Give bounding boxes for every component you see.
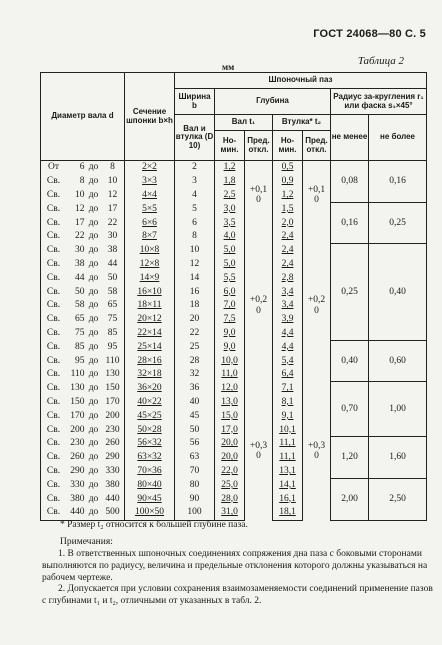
cell-hub-nom: 6,4 (273, 368, 303, 382)
diam-prefix: Св. (46, 245, 61, 256)
diam-to-word: до (88, 465, 99, 476)
diam-from: 440 (70, 507, 85, 518)
cell-radius-min: 0,25 (331, 244, 369, 341)
diam-from: 230 (70, 438, 85, 449)
header-section: Сечение шпонки b×h (125, 73, 175, 161)
cell-width: 90 (175, 492, 215, 506)
cell-section: 56×32 (125, 437, 175, 451)
cell-diameter (41, 271, 125, 285)
header-depth: Глубина (215, 89, 331, 115)
cell-section: 36×20 (125, 382, 175, 396)
cell-width: 70 (175, 465, 215, 479)
diam-prefix: Св. (46, 314, 61, 325)
cell-width: 25 (175, 340, 215, 354)
diam-from: 30 (75, 245, 85, 256)
cell-section: 63×32 (125, 451, 175, 465)
cell-shaft-nom: 22,0 (215, 465, 245, 479)
diam-to: 50 (107, 272, 118, 283)
cell-shaft-nom: 7,0 (215, 299, 245, 313)
cell-diameter (41, 285, 125, 299)
diam-to: 170 (105, 396, 120, 407)
cell-diameter (41, 423, 125, 437)
diam-from: 75 (75, 327, 85, 338)
cell-radius-max: 1,60 (369, 437, 427, 478)
cell-width: 63 (175, 451, 215, 465)
table-row (41, 161, 427, 175)
cell-diameter (41, 313, 125, 327)
header-hub-dev: Пред. откл. (303, 131, 331, 161)
cell-shaft-nom: 9,0 (215, 340, 245, 354)
diam-from: 110 (70, 369, 85, 380)
diam-from: 380 (70, 493, 85, 504)
cell-shaft-nom: 12,0 (215, 382, 245, 396)
cell-diameter (41, 216, 125, 230)
diam-from: 130 (70, 383, 85, 394)
diam-to: 38 (107, 245, 118, 256)
diam-to-word: до (88, 507, 99, 518)
diam-to: 12 (107, 189, 118, 200)
diam-prefix: Св. (46, 383, 61, 394)
cell-shaft-nom: 20,0 (215, 451, 245, 465)
header-hub: Втулка* t₂ (273, 115, 331, 131)
cell-section: 70×36 (125, 465, 175, 479)
footnote: * Размер t₂ относится к большей глубине паза. (60, 520, 248, 530)
diam-prefix: Св. (46, 424, 61, 435)
diam-to: 8 (110, 162, 115, 173)
cell-diameter (41, 478, 125, 492)
diam-to-word: до (88, 286, 99, 297)
cell-hub-nom: 5,4 (273, 354, 303, 368)
cell-width: 18 (175, 299, 215, 313)
cell-shaft-nom: 3,0 (215, 202, 245, 216)
cell-hub-nom: 3,4 (273, 285, 303, 299)
diam-prefix: Св. (46, 286, 61, 297)
diam-from: 12 (75, 203, 85, 214)
cell-shaft-nom: 6,0 (215, 285, 245, 299)
diam-to-word: до (88, 272, 99, 283)
diam-from: 38 (75, 258, 85, 269)
diam-to: 130 (105, 369, 120, 380)
diam-prefix: Св. (46, 217, 61, 228)
diam-prefix: Св. (46, 493, 61, 504)
diam-from: 65 (75, 314, 85, 325)
diam-to: 110 (105, 355, 120, 366)
cell-diameter (41, 299, 125, 313)
cell-shaft-nom: 25,0 (215, 478, 245, 492)
keyway-table (40, 72, 427, 521)
table-row (41, 437, 427, 451)
diam-prefix: Св. (46, 176, 61, 187)
diam-to-word: до (88, 410, 99, 421)
diam-to-word: до (88, 479, 99, 490)
header-diameter: Диаметр вала d (41, 73, 125, 161)
cell-section: 8×7 (125, 230, 175, 244)
cell-hub-nom: 14,1 (273, 478, 303, 492)
cell-shaft-dev: +0,1 0 (245, 161, 273, 230)
cell-shaft-nom: 31,0 (215, 506, 245, 520)
diam-prefix: Св. (46, 507, 61, 518)
header-min: не менее (331, 115, 369, 161)
cell-width: 2 (175, 161, 215, 175)
diam-prefix: Св. (46, 369, 61, 380)
cell-radius-max: 0,16 (369, 161, 427, 203)
cell-section: 10×8 (125, 244, 175, 258)
diam-from: 290 (70, 465, 85, 476)
diam-to: 150 (105, 383, 120, 394)
cell-diameter (41, 230, 125, 244)
diam-from: 260 (70, 452, 85, 463)
header-width: Ширина b (175, 89, 215, 115)
table-row (41, 478, 427, 492)
cell-shaft-nom: 4,0 (215, 230, 245, 244)
cell-radius-max: 0,60 (369, 340, 427, 381)
diam-to: 380 (105, 479, 120, 490)
cell-shaft-nom: 9,0 (215, 327, 245, 341)
cell-width: 12 (175, 258, 215, 272)
cell-section: 3×3 (125, 175, 175, 189)
diam-prefix: Св. (46, 258, 61, 269)
table-number: Таблица 2 (357, 55, 404, 67)
cell-hub-nom: 9,1 (273, 409, 303, 423)
table-row (41, 244, 427, 258)
diam-prefix: Св. (46, 341, 61, 352)
cell-shaft-nom: 15,0 (215, 409, 245, 423)
diam-from: 17 (75, 217, 85, 228)
cell-hub-nom: 1,5 (273, 202, 303, 216)
header-width-sub: Вал и втулка (D 10) (175, 115, 215, 161)
cell-section: 2×2 (125, 161, 175, 175)
diam-to-word: до (88, 396, 99, 407)
cell-diameter (41, 258, 125, 272)
diam-to: 500 (105, 507, 120, 518)
cell-diameter (41, 189, 125, 203)
diam-to-word: до (88, 452, 99, 463)
diam-to-word: до (88, 245, 99, 256)
header-shaft-dev: Пред. откл. (245, 131, 273, 161)
diam-prefix: Св. (46, 327, 61, 338)
diam-to: 200 (105, 410, 120, 421)
diam-from: 10 (75, 189, 85, 200)
diam-prefix: От (47, 162, 59, 173)
cell-hub-dev: +0,3 0 (303, 382, 331, 520)
cell-shaft-dev: +0,3 0 (245, 382, 273, 520)
diam-to: 10 (107, 176, 118, 187)
diam-to-word: до (88, 327, 99, 338)
cell-width: 56 (175, 437, 215, 451)
cell-hub-nom: 8,1 (273, 396, 303, 410)
cell-diameter (41, 465, 125, 479)
diam-prefix: Св. (46, 189, 61, 200)
cell-diameter (41, 506, 125, 520)
table-row (41, 202, 427, 216)
cell-hub-nom: 4,4 (273, 340, 303, 354)
notes-title: Примечания: (60, 536, 113, 547)
cell-shaft-nom: 17,0 (215, 423, 245, 437)
diam-prefix: Св. (46, 300, 61, 311)
diam-from: 150 (70, 396, 85, 407)
cell-section: 22×14 (125, 327, 175, 341)
diam-to: 290 (105, 452, 120, 463)
cell-width: 50 (175, 423, 215, 437)
cell-hub-nom: 16,1 (273, 492, 303, 506)
diam-to: 22 (107, 217, 118, 228)
diam-prefix: Св. (46, 465, 61, 476)
diam-to: 95 (107, 341, 118, 352)
cell-width: 5 (175, 202, 215, 216)
diam-prefix: Св. (46, 438, 61, 449)
note-2: 2. Допускается при условии сохранения взаимозаменяемости соединений применение пазов с глубинами t₁ и t₂, отличными от указанных в табл. 2. (42, 584, 433, 607)
cell-shaft-nom: 5,0 (215, 258, 245, 272)
header-shaft: Вал t₁ (215, 115, 273, 131)
cell-section: 28×16 (125, 354, 175, 368)
cell-radius-min: 0,40 (331, 340, 369, 381)
cell-section: 32×18 (125, 368, 175, 382)
cell-section: 100×50 (125, 506, 175, 520)
cell-shaft-nom: 1,8 (215, 175, 245, 189)
cell-width: 100 (175, 506, 215, 520)
cell-radius-max: 0,40 (369, 244, 427, 341)
cell-width: 10 (175, 244, 215, 258)
diam-prefix: Св. (46, 452, 61, 463)
cell-width: 32 (175, 368, 215, 382)
cell-hub-nom: 7,1 (273, 382, 303, 396)
cell-width: 14 (175, 271, 215, 285)
header-keyway: Шпоночный паз (175, 73, 427, 89)
cell-hub-nom: 2,0 (273, 216, 303, 230)
notes-section (42, 520, 434, 608)
cell-radius-max: 0,25 (369, 202, 427, 243)
cell-shaft-nom: 2,5 (215, 189, 245, 203)
diam-from: 50 (75, 286, 85, 297)
cell-hub-dev: +0,1 0 (303, 161, 331, 230)
cell-diameter (41, 396, 125, 410)
cell-hub-nom: 3,4 (273, 299, 303, 313)
diam-to: 65 (107, 300, 118, 311)
cell-diameter (41, 382, 125, 396)
cell-radius-max: 2,50 (369, 478, 427, 520)
cell-radius-min: 0,16 (331, 202, 369, 243)
cell-section: 25×14 (125, 340, 175, 354)
diam-to: 75 (107, 314, 118, 325)
diam-prefix: Св. (46, 231, 61, 242)
cell-hub-nom: 4,4 (273, 327, 303, 341)
diam-to: 30 (107, 231, 118, 242)
cell-width: 8 (175, 230, 215, 244)
cell-radius-min: 1,20 (331, 437, 369, 478)
cell-section: 16×10 (125, 285, 175, 299)
diam-prefix: Св. (46, 410, 61, 421)
cell-hub-nom: 2,4 (273, 244, 303, 258)
diam-to-word: до (88, 493, 99, 504)
cell-width: 40 (175, 396, 215, 410)
cell-shaft-nom: 5,0 (215, 244, 245, 258)
cell-radius-min: 2,00 (331, 478, 369, 520)
cell-width: 4 (175, 189, 215, 203)
cell-shaft-nom: 20,0 (215, 437, 245, 451)
diam-prefix: Св. (46, 479, 61, 490)
unit-label: мм (222, 62, 235, 72)
diam-from: 22 (75, 231, 85, 242)
cell-hub-nom: 0,9 (273, 175, 303, 189)
cell-hub-nom: 10,1 (273, 423, 303, 437)
cell-section: 18×11 (125, 299, 175, 313)
cell-width: 80 (175, 478, 215, 492)
diam-prefix: Св. (46, 355, 61, 366)
cell-shaft-nom: 10,0 (215, 354, 245, 368)
cell-shaft-nom: 11,0 (215, 368, 245, 382)
diam-prefix: Св. (46, 272, 61, 283)
diam-to-word: до (88, 203, 99, 214)
diam-to-word: до (88, 217, 99, 228)
cell-diameter (41, 354, 125, 368)
cell-diameter (41, 368, 125, 382)
cell-diameter (41, 202, 125, 216)
diam-prefix: Св. (46, 203, 61, 214)
cell-section: 6×6 (125, 216, 175, 230)
header-shaft-nom: Но-мин. (215, 131, 245, 161)
diam-from: 95 (75, 355, 85, 366)
cell-hub-nom: 18,1 (273, 506, 303, 520)
cell-diameter (41, 327, 125, 341)
diam-to-word: до (88, 258, 99, 269)
cell-section: 5×5 (125, 202, 175, 216)
diam-from: 8 (79, 176, 85, 187)
header-max: не более (369, 115, 427, 161)
diam-to-word: до (88, 341, 99, 352)
cell-hub-nom: 2,4 (273, 258, 303, 272)
cell-diameter (41, 409, 125, 423)
cell-radius-min: 0,08 (331, 161, 369, 203)
diam-to: 230 (105, 424, 120, 435)
diam-from: 200 (70, 424, 85, 435)
cell-diameter (41, 340, 125, 354)
cell-diameter (41, 437, 125, 451)
diam-to-word: до (88, 162, 99, 173)
cell-hub-nom: 2,4 (273, 230, 303, 244)
cell-diameter (41, 451, 125, 465)
cell-width: 3 (175, 175, 215, 189)
diam-to: 85 (107, 327, 118, 338)
note-1: 1. В ответственных шпоночных соединениях сопряжения дна паза с боковыми сторонами выполняются по радиусу, величина и предельные отклонения которого должны указываться на рабочем чертеже. (42, 548, 428, 583)
cell-diameter (41, 175, 125, 189)
header-hub-nom: Но-мин. (273, 131, 303, 161)
diam-to: 58 (107, 286, 118, 297)
cell-hub-nom: 11,1 (273, 451, 303, 465)
cell-shaft-nom: 3,5 (215, 216, 245, 230)
cell-shaft-nom: 13,0 (215, 396, 245, 410)
diam-to: 260 (105, 438, 120, 449)
diam-to: 44 (107, 258, 118, 269)
cell-width: 45 (175, 409, 215, 423)
cell-width: 22 (175, 327, 215, 341)
diam-to: 17 (107, 203, 118, 214)
diam-to-word: до (88, 189, 99, 200)
cell-shaft-nom: 7,5 (215, 313, 245, 327)
cell-hub-nom: 1,2 (273, 189, 303, 203)
table-row (41, 340, 427, 354)
table-body (41, 161, 427, 521)
diam-to-word: до (88, 369, 99, 380)
cell-section: 14×9 (125, 271, 175, 285)
cell-diameter (41, 244, 125, 258)
cell-shaft-nom: 1,2 (215, 161, 245, 175)
cell-width: 28 (175, 354, 215, 368)
diam-to: 330 (105, 465, 120, 476)
diam-to-word: до (88, 314, 99, 325)
cell-hub-nom: 0,5 (273, 161, 303, 175)
diam-from: 170 (70, 410, 85, 421)
diam-to-word: до (88, 383, 99, 394)
doc-header: ГОСТ 24068—80 С. 5 (313, 28, 426, 40)
cell-shaft-nom: 28,0 (215, 492, 245, 506)
table-row (41, 382, 427, 396)
diam-to: 440 (105, 493, 120, 504)
cell-section: 90×45 (125, 492, 175, 506)
diam-to-word: до (88, 438, 99, 449)
cell-hub-nom: 3,9 (273, 313, 303, 327)
diam-from: 330 (70, 479, 85, 490)
cell-section: 45×25 (125, 409, 175, 423)
cell-hub-nom: 11,1 (273, 437, 303, 451)
cell-width: 16 (175, 285, 215, 299)
cell-section: 80×40 (125, 478, 175, 492)
cell-width: 20 (175, 313, 215, 327)
cell-section: 50×28 (125, 423, 175, 437)
header-radius: Радиус за-кругления r₁ или фаска s₁×45° (331, 89, 427, 115)
cell-hub-dev: +0,2 0 (303, 230, 331, 382)
cell-section: 12×8 (125, 258, 175, 272)
diam-from: 44 (75, 272, 85, 283)
diam-to-word: до (88, 176, 99, 187)
cell-diameter (41, 492, 125, 506)
diam-from: 58 (75, 300, 85, 311)
diam-to-word: до (88, 355, 99, 366)
cell-section: 20×12 (125, 313, 175, 327)
cell-section: 40×22 (125, 396, 175, 410)
cell-hub-nom: 2,8 (273, 271, 303, 285)
diam-to-word: до (88, 231, 99, 242)
cell-radius-max: 1,00 (369, 382, 427, 437)
cell-width: 6 (175, 216, 215, 230)
cell-width: 36 (175, 382, 215, 396)
cell-diameter (41, 161, 125, 175)
cell-shaft-nom: 5,5 (215, 271, 245, 285)
cell-section: 4×4 (125, 189, 175, 203)
diam-prefix: Св. (46, 396, 61, 407)
diam-from: 6 (79, 162, 85, 173)
diam-from: 85 (75, 341, 85, 352)
cell-shaft-dev: +0,2 0 (245, 230, 273, 382)
diam-to-word: до (88, 424, 99, 435)
cell-radius-min: 0,70 (331, 382, 369, 437)
cell-hub-nom: 13,1 (273, 465, 303, 479)
diam-to-word: до (88, 300, 99, 311)
